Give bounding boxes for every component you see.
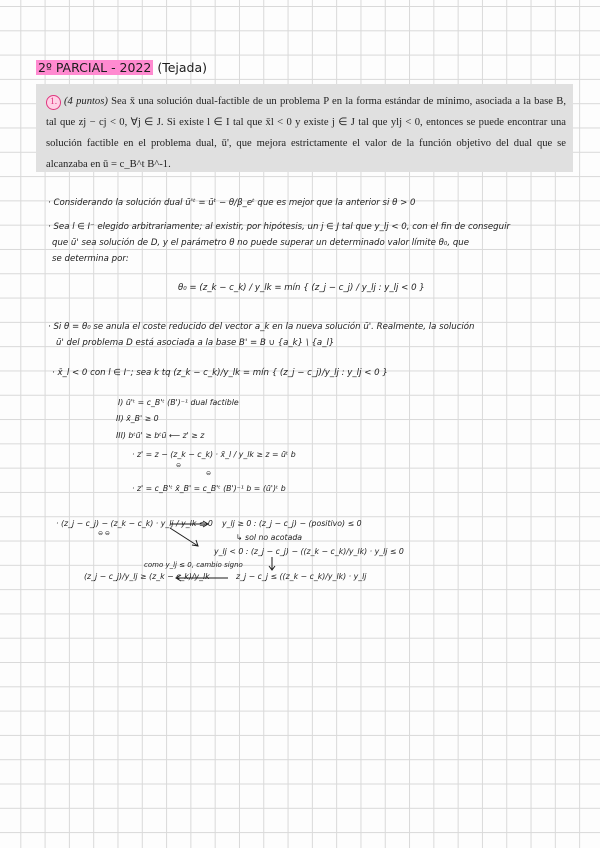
note-dual-solution: · Considerando la solución dual ū'ᵗ = ūᵗ − θ/β_eᵗ que es mejor que la anterior si θ > 0 (48, 198, 416, 208)
question-body: Sea x̄ una solución dual-factible de un problema P en la forma estándar de mínimo, asociada a la base B, tal que zj − cj < 0, ∀j ∈ J. Si existe l ∈ I tal que x̄l < 0 y existe j ∈ J tal que ylj < 0, entonces se puede encontrar una solución factible en el problema dual, ū', que mejora estrictamente el valor de la función objetivo del dual que se alcanzaba en ū = c_B^t B^-1. (46, 96, 566, 170)
formula-theta0: θ₀ = (z_k − c_k) / y_lk = mín { (z_j − c_j) / y_lj : y_lj < 0 } (178, 283, 425, 293)
step-5: · z' = c_B'ᵗ x̄_B' = c_B'ᵗ (B')⁻¹ b = (ū')ᵗ b (132, 484, 286, 493)
note-choice-l-3: se determina por: (52, 254, 129, 264)
case-negative: y_lj < 0 : (z_j − c_j) − ((z_k − c_k)/y_lk) · y_lj ≤ 0 (214, 547, 404, 556)
condition-expression: · (z_j − c_j) − (z_k − c_k) · y_lj / y_lk ≤ 0 (56, 519, 213, 528)
title-author: (Tejada) (153, 60, 208, 75)
sign-mark-a: ⊖ (176, 462, 182, 469)
arrow-down-right-icon (170, 528, 198, 546)
step-2: II) x̄_B' ≥ 0 (116, 414, 159, 423)
note-theta-equal: · Si θ = θ₀ se anula el coste reducido del vector a_k en la nueva solución ū'. Realmente, la solución (48, 322, 475, 332)
question-points: (4 puntos) (64, 96, 108, 107)
step-1: I) ū'ᵗ = c_B'ᵗ (B')⁻¹ dual factible (118, 398, 239, 407)
sign-change-note: como y_lj ≤ 0, cambio signo (144, 561, 243, 569)
step-3: III) bᵗū' ≥ bᵗū ⟵ z' ≥ z (116, 431, 205, 440)
note-choice-l-2: que ū' sea solución de D, y el parámetro θ no puede superar un determinado valor límite θ₀, que (52, 238, 470, 248)
step-4: · z' = z − (z_k − c_k) · x̄_l / y_lk ≥ z = ūᵗ b (132, 450, 296, 459)
note-new-basis: ū' del problema D está asociada a la base B' = B ∪ {a_k} \ {a_l} (56, 338, 335, 348)
sign-mark-b: ⊖ (206, 470, 212, 477)
note-xl-negative: · x̄_l < 0 con l ∈ I⁻; sea k tq (z_k − c_k)/y_lk = mín { (z_j − c_j)/y_lj : y_lj < 0 } (52, 368, 388, 378)
final-inequality-left: (z_j − c_j)/y_lj ≥ (z_k − c_k)/y_lk (84, 572, 210, 581)
case-positive: y_lj ≥ 0 : (z_j − c_j) − (positivo) ≤ 0 (222, 519, 362, 528)
final-inequality-right: z_j − c_j ≤ ((z_k − c_k)/y_lk) · y_lj (236, 572, 367, 581)
unbounded-note: ↳ sol no acotada (236, 533, 303, 542)
title-highlight: 2º PARCIAL - 2022 (38, 60, 152, 75)
note-choice-l: · Sea l ∈ I⁻ elegido arbitrariamente; al existir, por hipótesis, un j ∈ J tal que y_lj < 0, con el fin de conseguir (48, 222, 510, 232)
sign-marks-condition: ⊖ ⊖ (98, 530, 110, 537)
question-number-icon: 1. (46, 95, 61, 110)
